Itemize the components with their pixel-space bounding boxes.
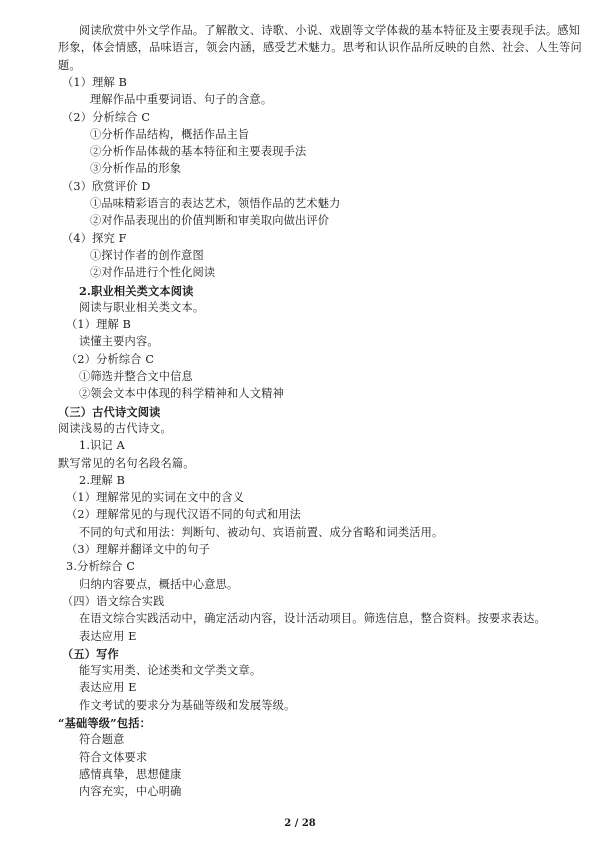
- paragraph-line: ②领会文本中体现的科学精神和人文精神: [79, 387, 284, 401]
- paragraph-line: ②分析作品体裁的基本特征和主要表现手法: [90, 145, 307, 159]
- paragraph-line: （2）分析综合 C: [66, 352, 155, 366]
- paragraph-line: ①筛选并整合文中信息: [79, 370, 193, 383]
- paragraph-line: 能写实用类、论述类和文学类文章。: [79, 664, 262, 678]
- paragraph-line: 默写常见的名句名段名篇。: [58, 456, 195, 470]
- paragraph-line: （2）理解常见的与现代汉语不同的句式和用法: [66, 508, 302, 522]
- paragraph-line: 阅读欣赏中外文学作品。了解散文、诗歌、小说、戏剧等文学体裁的基本特征及主要表现手法。感知: [79, 24, 581, 37]
- paragraph-line: 形象，体会情感，品味语言，领会内涵，感受艺术魅力。思考和认识作品所反映的自然、社会、人生等问: [58, 41, 582, 55]
- paragraph-line: 读懂主要内容。: [79, 335, 159, 349]
- footer: [0, 818, 600, 829]
- paragraph-line: 阅读浅易的古代诗文。: [58, 421, 172, 435]
- paragraph-line: 符合文体要求: [79, 750, 148, 764]
- paragraph-line: 符合题意: [79, 733, 125, 747]
- paragraph-line: ①品味精彩语言的表达艺术，领悟作品的艺术魅力: [90, 197, 341, 210]
- paragraph-line: 3.分析综合 C: [66, 560, 136, 574]
- paragraph-line: 题。: [58, 58, 81, 72]
- paragraph-line: （1）理解 B: [66, 318, 132, 332]
- paragraph-line: 2.理解 B: [79, 473, 126, 487]
- paragraph-line: 1.识记 A: [79, 439, 125, 453]
- section-heading: （五）写作: [62, 646, 119, 661]
- paragraph-line: 感情真挚，思想健康: [79, 767, 182, 781]
- paragraph-line: （1）理解常见的实词在文中的含义: [66, 491, 245, 505]
- section-heading: “基础等级”包括：: [58, 716, 151, 730]
- section-heading: （三）古代诗文阅读: [58, 404, 161, 419]
- paragraph-line: ①探讨作者的创作意图: [90, 248, 204, 262]
- paragraph-line: ③分析作品的形象: [90, 162, 182, 176]
- paragraph-line: ②对作品表现出的价值判断和审美取向做出评价: [90, 214, 330, 228]
- section-heading: 2.职业相关类文本阅读: [79, 283, 194, 298]
- paragraph-line: 归纳内容要点，概括中心意思。: [79, 577, 239, 591]
- paragraph-line: 表达应用 E: [79, 681, 137, 695]
- paragraph-line: （四）语文综合实践: [62, 594, 165, 608]
- paragraph-line: 作文考试的要求分为基础等级和发展等级。: [79, 698, 296, 712]
- paragraph-line: 表达应用 E: [79, 629, 137, 643]
- page-number: 2 / 28: [284, 818, 316, 829]
- paragraph-line: （4）探究 F: [62, 231, 127, 245]
- paragraph-line: （3）欣赏评价 D: [62, 179, 151, 193]
- paragraph-line: 不同的句式和用法：判断句、被动句、宾语前置、成分省略和词类活用。: [79, 525, 444, 539]
- paragraph-line: 内容充实，中心明确: [79, 785, 182, 799]
- paragraph-line: （1）理解 B: [62, 75, 128, 89]
- paragraph-line: （3）理解并翻译文中的句子: [66, 543, 210, 556]
- paragraph-line: ②对作品进行个性化阅读: [90, 266, 216, 280]
- paragraph-line: 在语文综合实践活动中，确定活动内容，设计活动项目。筛选信息，整合资料。按要求表达。: [79, 612, 546, 626]
- paragraph-line: 阅读与职业相关类文本。: [79, 300, 205, 314]
- paragraph-line: （2）分析综合 C: [62, 110, 151, 124]
- paragraph-line: 理解作品中重要词语、句子的含意。: [90, 93, 273, 107]
- paragraph-line: ①分析作品结构，概括作品主旨: [90, 127, 250, 141]
